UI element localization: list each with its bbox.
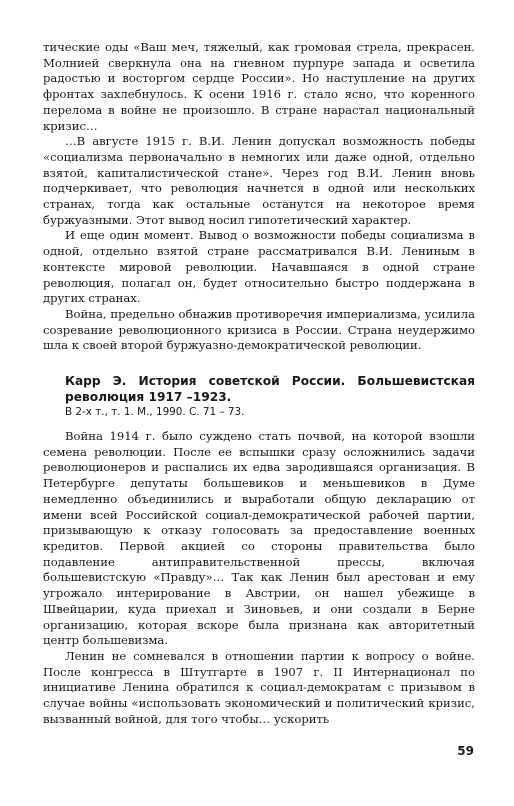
source-reference xyxy=(65,374,475,419)
section-gap xyxy=(43,354,475,374)
paragraph-war-1914: Война 1914 г. было суждено стать почвой, на которой взошли семена революции. После ее вспышки сразу осложнились задачи революционеров и распались их едва зародившаяся организация. В Петербурге депутаты большевиков и меньшевиков в Думе немедленно объединились и выработали общую декларацию от имени всей Российской социал-демократической рабочей партии, призывающую к отказу голосовать за предоставление военных кредитов. Первой акцией со стороны правительства было подавление антиправительственной прессы, включая большевистскую «Правду»… Так как Ленин был арестован и ему угрожало интерирование в Австрии, он нашел убежище в Швейцарии, куда приехал и Зиновьев, и они создали в Берне организацию, которая вскоре была признана как авторитетный центр большевизма. xyxy=(43,429,475,648)
paragraph-world-revolution: И еще один момент. Вывод о возможности победы социализма в одной, отдельно взятой стране рассматривался В.И. Лениным в контексте мировой революции. Начавшаяся в одной стране революция, полагал он, будет относительно быстро поддержана в других странах. xyxy=(43,228,475,306)
page-number: 59 xyxy=(457,744,474,758)
source-title: Карр Э. История советской России. Большевистская революция 1917 –1923. xyxy=(65,374,475,404)
paragraph-war-crisis: Война, предельно обнажив противоречия империализма, усилила созревание революционного кризиса в России. Страна неудержимо шла к своей второй буржуазно-демократической революции. xyxy=(43,306,475,353)
paragraph-continuation: тические оды «Ваш меч, тяжелый, как громовая стрела, прекрасен. Молнией сверкнула она на гневном пурпуре запада и осветила радостью и восторгом сердце России». Но наступление на других фронтах захлебнулось. К осени 1916 г. стало ясно, что коренного перелома в войне не произошло. В стране нарастал национальный кризис… xyxy=(43,40,475,133)
section-gap xyxy=(43,419,475,429)
paragraph-lenin-war: Ленин не сомневался в отношении партии к вопросу о войне. После конгресса в Штутгарте в 1907 г. II Интернационал по инициативе Ленина обратился к социал-демократам с призывом в случае войны «использовать экономический и политический кризис, вызванный войной, для того чтобы… ускорить xyxy=(43,648,475,726)
book-page xyxy=(43,40,475,727)
paragraph-lenin-1915: …В августе 1915 г. В.И. Ленин допускал возможность победы «социализма первоначально в немногих или даже одной, отдельно взятой, капиталистической стане». Через год В.И. Ленин вновь подчеркивает, что революция начнется в одной или нескольких странах, тогда как остальные останутся на некоторое время буржуазными. Этот вывод носил гипотетический характер. xyxy=(43,134,475,227)
source-imprint: В 2-х т., т. 1. М., 1990. С. 71 – 73. xyxy=(65,406,245,419)
